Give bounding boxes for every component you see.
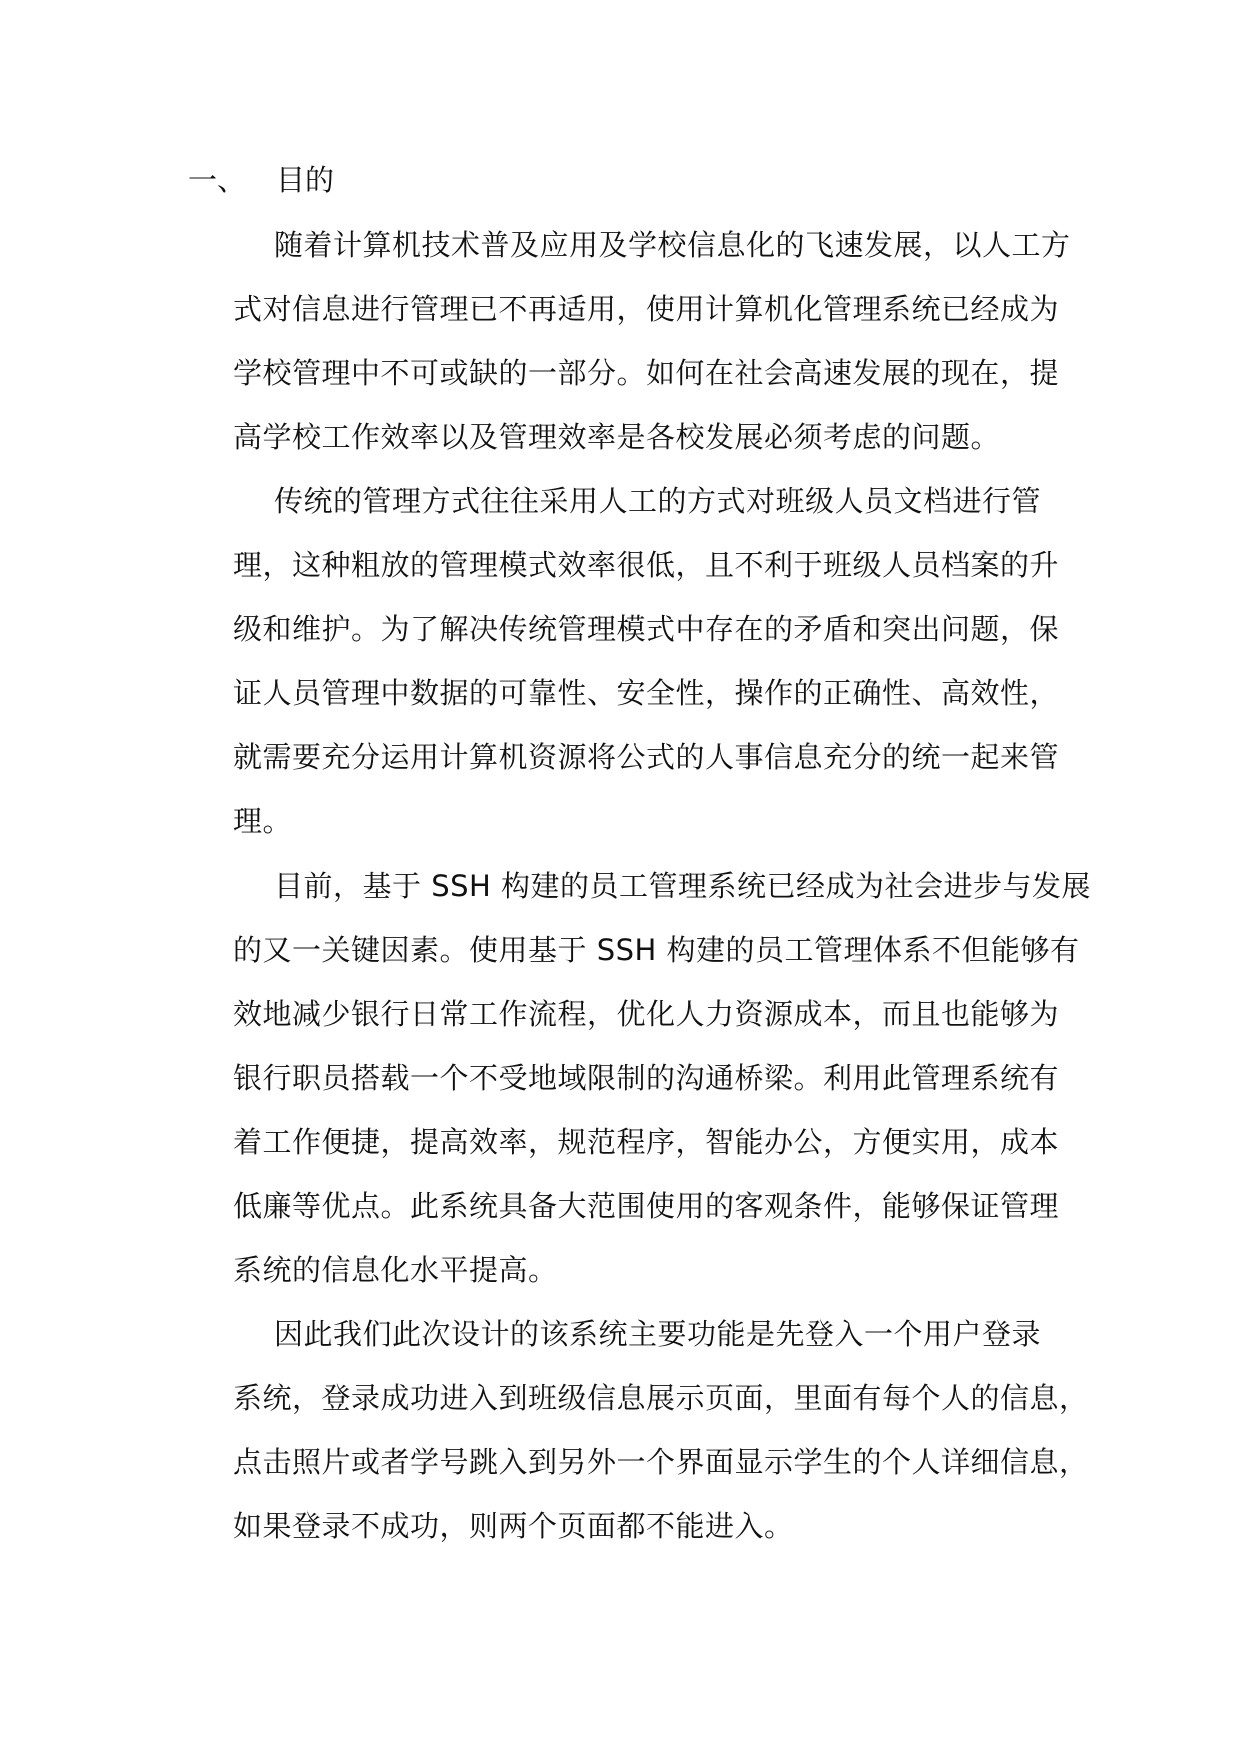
- paragraph-1-line-2: 式对信息进行管理已不再适用，使用计算机化管理系统已经成为: [233, 292, 1060, 326]
- paragraph-4-line-2: 系统，登录成功进入到班级信息展示页面，里面有每个人的信息，: [233, 1381, 1089, 1415]
- paragraph-3-line-6: 低廉等优点。此系统具备大范围使用的客观条件，能够保证管理: [233, 1189, 1060, 1223]
- paragraph-1-line-3: 学校管理中不可或缺的一部分。如何在社会高速发展的现在，提: [233, 356, 1060, 390]
- paragraph-2-line-2: 理，这种粗放的管理模式效率很低，且不利于班级人员档案的升: [233, 548, 1060, 582]
- paragraph-3-line-3: 效地减少银行日常工作流程，优化人力资源成本，而且也能够为: [233, 997, 1060, 1031]
- paragraph-1-line-4: 高学校工作效率以及管理效率是各校发展必须考虑的问题。: [233, 420, 1001, 454]
- paragraph-3-line-1: 目前，基于 SSH 构建的员工管理系统已经成为社会进步与发展: [274, 869, 1092, 903]
- paragraph-3-line-5: 着工作便捷，提高效率，规范程序，智能办公，方便实用，成本: [233, 1125, 1060, 1159]
- paragraph-4-line-1: 因此我们此次设计的该系统主要功能是先登入一个用户登录: [274, 1317, 1042, 1351]
- paragraph-2-line-5: 就需要充分运用计算机资源将公式的人事信息充分的统一起来管: [233, 740, 1060, 774]
- section-heading: [188, 160, 334, 200]
- paragraph-3-line-2: 的又一关键因素。使用基于 SSH 构建的员工管理体系不但能够有: [233, 933, 1080, 967]
- paragraph-4-line-3: 点击照片或者学号跳入到另外一个界面显示学生的个人详细信息，: [233, 1445, 1089, 1479]
- paragraph-2-line-1: 传统的管理方式往往采用人工的方式对班级人员文档进行管: [274, 484, 1042, 518]
- section-title: 目的: [276, 163, 335, 197]
- section-number: 一、: [188, 163, 247, 197]
- paragraph-4-line-4: 如果登录不成功，则两个页面都不能进入。: [233, 1509, 794, 1543]
- paragraph-2-line-4: 证人员管理中数据的可靠性、安全性，操作的正确性、高效性，: [233, 676, 1060, 710]
- paragraph-2-line-3: 级和维护。为了解决传统管理模式中存在的矛盾和突出问题，保: [233, 612, 1060, 646]
- paragraph-1-line-1: 随着计算机技术普及应用及学校信息化的飞速发展，以人工方: [274, 228, 1071, 262]
- paragraph-3-line-7: 系统的信息化水平提高。: [233, 1253, 558, 1287]
- paragraph-3-line-4: 银行职员搭载一个不受地域限制的沟通桥梁。利用此管理系统有: [233, 1061, 1060, 1095]
- paragraph-2-line-6: 理。: [233, 804, 293, 838]
